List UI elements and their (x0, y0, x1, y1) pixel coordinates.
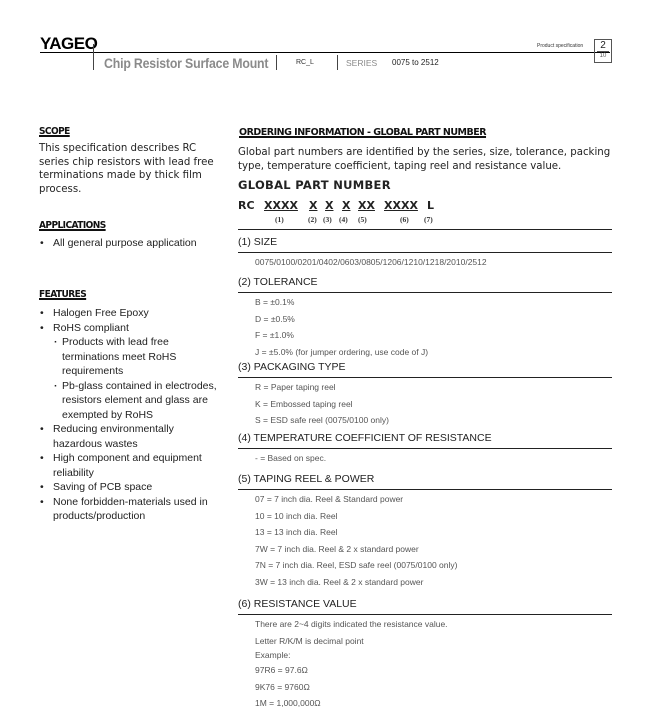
header-divider (93, 44, 94, 70)
scope-text: This specification describes RC series chip resistors with lead free terminations made by thick film process. (39, 143, 214, 195)
section-item: J = ±5.0% (for jumper ordering, use code of J) (255, 346, 429, 357)
list-item: • Saving of PCB space (39, 480, 224, 495)
section-size (238, 236, 612, 271)
section-item: - = Based on spec. (255, 453, 327, 463)
section-item: 1M = 1,000,000Ω (255, 698, 321, 708)
applications-list (39, 236, 229, 251)
list-item (39, 321, 224, 423)
code-part: XX (358, 199, 375, 212)
section-item: F = ±1.0% (255, 330, 294, 340)
page-indicator (594, 39, 612, 63)
section-taping-reel-power (238, 473, 612, 590)
applications-heading: APPLICATIONS (39, 220, 106, 231)
code-part: L (427, 199, 435, 212)
list-item: • All general purpose application (39, 236, 229, 251)
section-packaging-type (238, 361, 612, 429)
code-index: (7) (424, 215, 433, 224)
section-heading: (2) TOLERANCE (238, 276, 612, 293)
section-tolerance (238, 276, 612, 360)
section-resistance-value (238, 598, 612, 712)
code-index: (4) (339, 215, 348, 224)
code-rule (238, 229, 612, 230)
section-item: R = Paper taping reel (255, 382, 336, 392)
code-index: (2) (308, 215, 317, 224)
section-item: D = ±0.5% (255, 313, 295, 324)
section-heading: (6) RESISTANCE VALUE (238, 598, 612, 615)
section-item: 07 = 7 inch dia. Reel & Standard power (255, 494, 404, 504)
scope-heading: SCOPE (39, 126, 70, 137)
section-heading: (5) TAPING REEL & POWER (238, 473, 612, 490)
code-part: XXXX (384, 199, 418, 212)
doc-type-label: Product specification (537, 43, 584, 49)
series-label: SERIES (346, 58, 378, 68)
section-item: 9K76 = 9760Ω (255, 681, 310, 692)
section-item: B = ±0.1% (255, 297, 295, 307)
list-item: • Halogen Free Epoxy (39, 306, 224, 321)
section-heading: (1) SIZE (238, 236, 612, 253)
section-item: Example: (255, 650, 291, 660)
header-divider (276, 55, 277, 70)
header-divider (337, 55, 338, 70)
yageo-logo: YAGEO (40, 34, 98, 53)
code-index: (3) (323, 215, 332, 224)
list-item: • None forbidden-materials used in products/production (39, 495, 224, 524)
ordering-text: Global part numbers are identified by the series, size, tolerance, packing type, temperature coefficient, taping reel and resistance value. (238, 147, 611, 172)
section-item: K = Embossed taping reel (255, 398, 353, 409)
code-index: (5) (358, 215, 367, 224)
sub-list-item: · Pb-glass contained in electrodes, resistors element and glass are exempted by RoHS (53, 379, 224, 423)
section-heading: (4) TEMPERATURE COEFFICIENT OF RESISTANCE (238, 432, 612, 449)
code-part: X (309, 199, 318, 212)
list-item-text: RoHS compliant (53, 321, 129, 334)
list-item: • High component and equipment reliability (39, 451, 224, 480)
document-subtitle: Chip Resistor Surface Mount (104, 55, 269, 71)
code-prefix: RC (238, 199, 255, 212)
section-item: Letter R/K/M is decimal point (255, 635, 364, 646)
header-rule (40, 52, 610, 53)
section-item: 7N = 7 inch dia. Reel, ESD safe reel (0075/0100 only) (255, 560, 458, 570)
section-item: S = ESD safe reel (0075/0100 only) (255, 415, 389, 425)
page-number: 2 (597, 40, 609, 52)
code-part: X (342, 199, 351, 212)
size-range: 0075 to 2512 (392, 58, 439, 67)
sub-list-item: · Products with lead free terminations meet RoHS requirements (53, 335, 224, 379)
list-item: • Reducing environmentally hazardous wastes (39, 422, 224, 451)
section-temperature-coefficient (238, 432, 612, 467)
features-list (39, 306, 224, 524)
code-part: X (325, 199, 334, 212)
page-total: 10 (599, 53, 607, 59)
rohs-sub-list (53, 335, 224, 422)
gpn-heading: GLOBAL PART NUMBER (238, 178, 391, 192)
section-item: 0075/0100/0201/0402/0603/0805/1206/1210/1218/2010/2512 (255, 257, 487, 267)
section-item: 97R6 = 97.6Ω (255, 665, 308, 675)
section-item: 7W = 7 inch dia. Reel & 2 x standard power (255, 543, 419, 554)
features-heading: FEATURES (39, 289, 87, 300)
ordering-heading: ORDERING INFORMATION - GLOBAL PART NUMBER (239, 127, 487, 138)
product-code: RC_L (296, 59, 314, 66)
code-index: (1) (275, 215, 284, 224)
section-item: There are 2~4 digits indicated the resistance value. (255, 619, 448, 629)
code-part: XXXX (264, 199, 298, 212)
section-item: 3W = 13 inch dia. Reel & 2 x standard power (255, 576, 424, 587)
section-item: 13 = 13 inch dia. Reel (255, 527, 338, 537)
section-heading: (3) PACKAGING TYPE (238, 361, 612, 378)
section-item: 10 = 10 inch dia. Reel (255, 510, 338, 521)
code-index: (6) (400, 215, 409, 224)
